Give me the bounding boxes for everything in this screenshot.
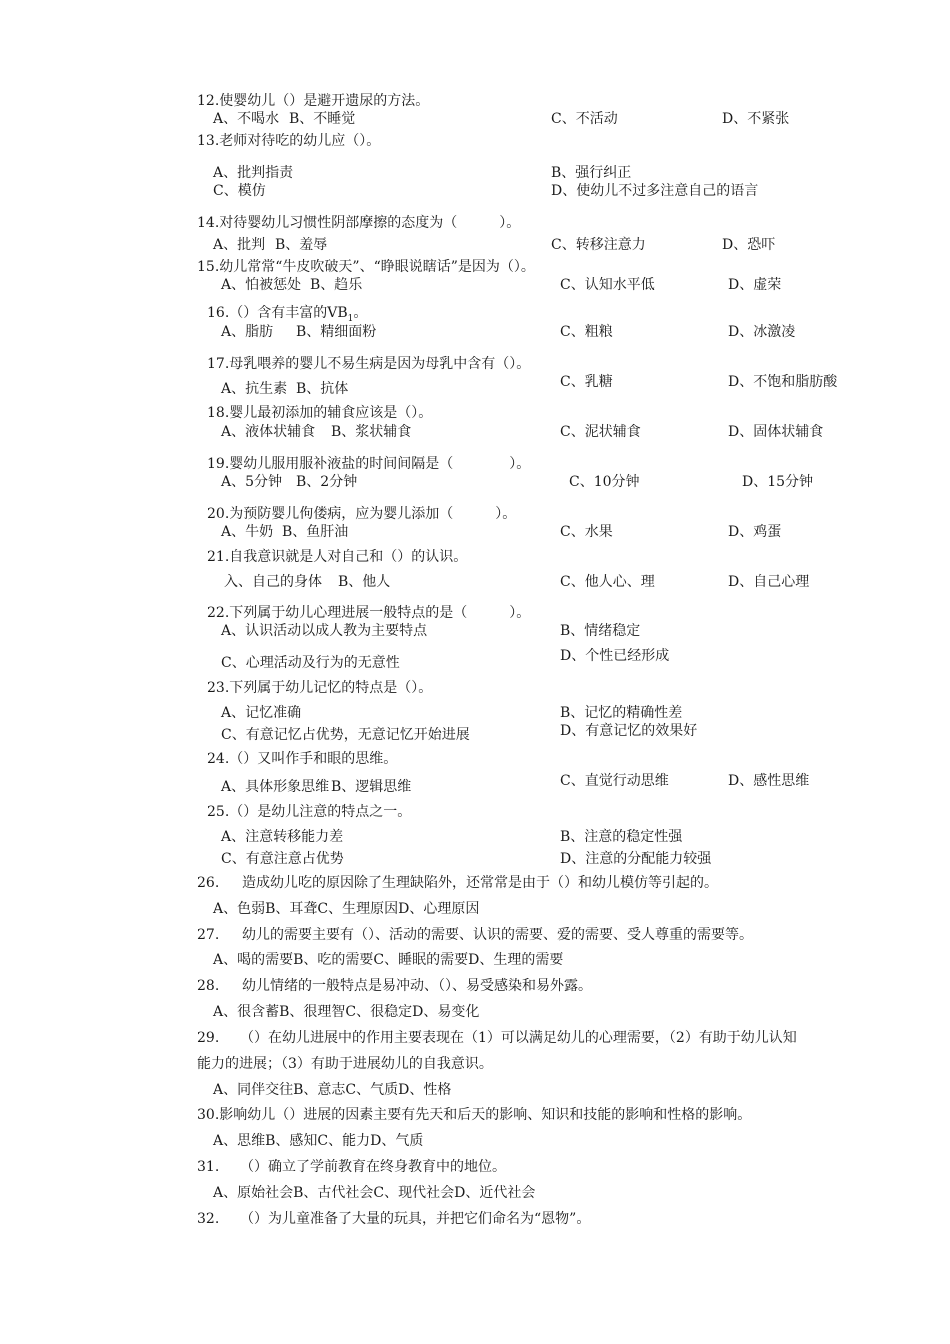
question-22-option-b: B、情绪稳定 <box>560 623 641 639</box>
question-24-stem: 24.（）又叫作手和眼的思维。 <box>207 751 398 767</box>
question-12-option-b: B、不睡觉 <box>289 111 356 127</box>
question-14-option-d: D、恐吓 <box>722 237 776 253</box>
question-32-number: 32. <box>197 1211 220 1227</box>
question-20-stem: 20.为预防婴儿佝偻病，应为婴儿添加（ ）。 <box>207 506 517 522</box>
question-28-number: 28. <box>197 978 220 994</box>
question-25-option-d: D、注意的分配能力较强 <box>560 851 712 867</box>
question-16-option-b: B、精细面粉 <box>296 324 377 340</box>
question-26-options: A、色弱B、耳聋C、生理原因D、心理原因 <box>213 901 480 917</box>
question-20-option-a: A、牛奶 <box>221 524 274 540</box>
question-18-option-a: A、液体状辅食 <box>221 424 316 440</box>
question-21-stem: 21.自我意识就是人对自己和（）的认识。 <box>207 549 468 565</box>
question-23-option-b: B、记忆的精确性差 <box>560 705 683 721</box>
question-15-option-d: D、虚荣 <box>728 277 782 293</box>
question-23-option-a: A、记忆准确 <box>221 705 302 721</box>
question-29-number: 29. <box>197 1030 220 1046</box>
question-24-option-b: B、逻辑思维 <box>331 779 412 795</box>
question-25-option-a: A、注意转移能力差 <box>221 829 344 845</box>
question-16-option-d: D、冰激凌 <box>728 324 796 340</box>
question-16-stem-main: 16.（）含有丰富的VB <box>207 305 348 321</box>
question-27-options: A、喝的需要B、吃的需要C、睡眠的需要D、生理的需要 <box>213 952 564 968</box>
question-20-option-c: C、水果 <box>560 524 613 540</box>
question-21-option-a: 入、自己的身体 <box>224 574 322 590</box>
question-19-option-a: A、5分钟 <box>221 474 283 490</box>
question-22-option-d: D、个性已经形成 <box>560 648 670 664</box>
question-19-stem: 19.婴幼儿服用服补液盐的时间间隔是（ ）。 <box>207 456 531 472</box>
question-15-stem: 15.幼儿常常“牛皮吹破天”、“睁眼说瞎话”是因为（）。 <box>197 259 535 275</box>
question-13-option-a: A、批判指责 <box>213 165 294 181</box>
question-19-option-b: B、2分钟 <box>296 474 358 490</box>
question-16-option-a: A、脂肪 <box>221 324 274 340</box>
question-17-option-a: A、抗生素 <box>221 381 288 397</box>
question-24-option-c: C、直觉行动思维 <box>560 773 669 789</box>
question-15-option-a: A、怕被惩处 <box>221 277 302 293</box>
question-14-option-c: C、转移注意力 <box>551 237 646 253</box>
question-31-number: 31. <box>197 1159 220 1175</box>
question-13-option-b: B、强行纠正 <box>551 165 632 181</box>
question-19-option-d: D、15分钟 <box>742 474 814 490</box>
question-28-stem: 幼儿情绪的一般特点是易冲动、（）、易受感染和易外露。 <box>242 978 592 994</box>
question-26-number: 26. <box>197 875 220 891</box>
question-23-option-d: D、有意记忆的效果好 <box>560 723 698 739</box>
question-16-option-c: C、粗粮 <box>560 324 613 340</box>
question-13-option-c: C、模仿 <box>213 183 266 199</box>
question-17-option-c: C、乳糖 <box>560 374 613 390</box>
question-22-option-a: A、认识活动以成人教为主要特点 <box>221 623 428 639</box>
question-15-option-c: C、认知水平低 <box>560 277 655 293</box>
question-20-option-d: D、鸡蛋 <box>728 524 782 540</box>
question-16-stem-subscript: 1 <box>347 313 354 324</box>
question-19-option-c: C、10分钟 <box>569 474 640 490</box>
question-31-stem: （）确立了学前教育在终身教育中的地位。 <box>240 1159 506 1175</box>
question-12-option-c: C、不活动 <box>551 111 618 127</box>
question-30-options: A、思维B、感知C、能力D、气质 <box>213 1133 424 1149</box>
question-25-stem: 25.（）是幼儿注意的特点之一。 <box>207 804 412 820</box>
question-32-stem: （）为儿童准备了大量的玩具，并把它们命名为“恩物”。 <box>240 1211 591 1227</box>
question-24-option-d: D、感性思维 <box>728 773 810 789</box>
question-23-option-c: C、有意记忆占优势，无意记忆开始进展 <box>221 727 470 743</box>
question-29-stem: （）在幼儿进展中的作用主要表现在（1）可以满足幼儿的心理需要，（2）有助于幼儿认知 <box>240 1030 797 1046</box>
question-12-stem: 12.使婴幼儿（）是避开遗尿的方法。 <box>197 93 430 109</box>
question-21-option-c: C、他人心、理 <box>560 574 655 590</box>
question-22-option-c: C、心理活动及行为的无意性 <box>221 655 400 671</box>
question-21-option-d: D、自己心理 <box>728 574 810 590</box>
question-18-stem: 18.婴儿最初添加的辅食应该是（）。 <box>207 405 433 421</box>
question-26-stem: 造成幼儿吃的原因除了生理缺陷外，还常常是由于（）和幼儿模仿等引起的。 <box>242 875 718 891</box>
question-15-option-b: B、趋乐 <box>310 277 363 293</box>
question-22-stem: 22.下列属于幼儿心理进展一般特点的是（ ）。 <box>207 605 531 621</box>
question-27-number: 27. <box>197 927 220 943</box>
question-12-option-a: A、不喝水 <box>213 111 280 127</box>
question-21-option-b: B、他人 <box>338 574 391 590</box>
question-17-stem: 17.母乳喂养的婴儿不易生病是因为母乳中含有（）。 <box>207 356 531 372</box>
question-31-options: A、原始社会B、古代社会C、现代社会D、近代社会 <box>213 1185 536 1201</box>
question-14-option-b: B、羞辱 <box>275 237 328 253</box>
question-30-stem: 30.影响幼儿（）进展的因素主要有先天和后天的影响、知识和技能的影响和性格的影响。 <box>197 1107 752 1123</box>
question-13-stem: 13.老师对待吃的幼儿应（）。 <box>197 133 381 149</box>
question-14-stem: 14.对待婴幼儿习惯性阴部摩擦的态度为（ ）。 <box>197 215 521 231</box>
question-17-option-b: B、抗体 <box>296 381 349 397</box>
question-25-option-b: B、注意的稳定性强 <box>560 829 683 845</box>
question-18-option-b: B、浆状辅食 <box>331 424 412 440</box>
question-18-option-d: D、固体状辅食 <box>728 424 824 440</box>
question-27-stem: 幼儿的需要主要有（）、活动的需要、认识的需要、爱的需要、受人尊重的需要等。 <box>242 927 753 943</box>
question-20-option-b: B、鱼肝油 <box>282 524 349 540</box>
question-25-option-c: C、有意注意占优势 <box>221 851 344 867</box>
question-23-stem: 23.下列属于幼儿记忆的特点是（）。 <box>207 680 433 696</box>
question-14-option-a: A、批判 <box>213 237 266 253</box>
question-18-option-c: C、泥状辅食 <box>560 424 641 440</box>
question-16-stem-end: 。 <box>353 305 368 321</box>
question-29-options: A、同伴交往B、意志C、气质D、性格 <box>213 1082 452 1098</box>
question-13-option-d: D、使幼儿不过多注意自己的语言 <box>551 183 759 199</box>
question-17-option-d: D、不饱和脂肪酸 <box>728 374 838 390</box>
question-28-options: A、很含蓄B、很理智C、很稳定D、易变化 <box>213 1004 480 1020</box>
question-24-option-a: A、具体形象思维 <box>221 779 330 795</box>
question-12-option-d: D、不紧张 <box>722 111 790 127</box>
question-29-stem-continued: 能力的进展；（3）有助于进展幼儿的自我意识。 <box>197 1056 493 1072</box>
